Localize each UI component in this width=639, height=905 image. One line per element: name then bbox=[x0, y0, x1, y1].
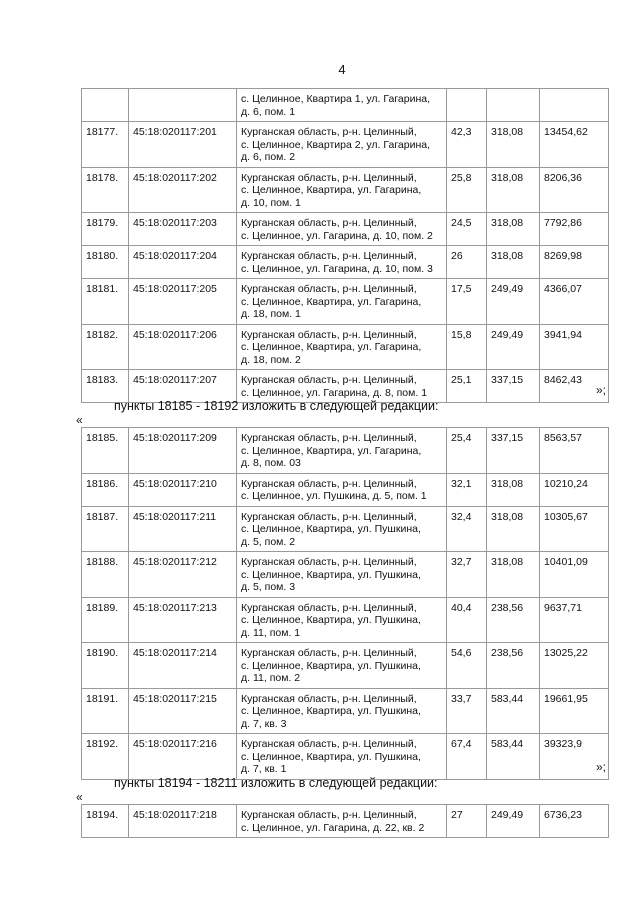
registry-table-1 bbox=[81, 88, 609, 403]
table-row bbox=[82, 506, 609, 552]
address-line: д. 6, пом. 1 bbox=[241, 105, 296, 118]
table-row bbox=[82, 279, 609, 325]
registry-table-2 bbox=[81, 427, 609, 780]
total-cell: 8462,43 bbox=[540, 370, 609, 403]
cadastral-number-cell: 45:18:020117:201 bbox=[129, 122, 237, 168]
address-line: с. Целинное, Квартира, ул. Пушкина, bbox=[241, 523, 421, 535]
cadastral-number-cell: 45:18:020117:216 bbox=[129, 734, 237, 780]
price-cell: 583,44 bbox=[487, 688, 540, 734]
area-cell: 25,8 bbox=[447, 167, 487, 213]
address-cell bbox=[237, 246, 447, 279]
table-row bbox=[82, 597, 609, 643]
total-cell: 8206,36 bbox=[540, 167, 609, 213]
address-cell bbox=[237, 805, 447, 838]
address-line: с. Целинное, Квартира, ул. Гагарина, bbox=[241, 444, 422, 457]
price-cell: 318,08 bbox=[487, 122, 540, 168]
address-line: Курганская область, р-н. Целинный, bbox=[241, 647, 417, 659]
closing-quote-1: »; bbox=[596, 383, 607, 397]
row-number-cell bbox=[82, 89, 129, 122]
row-number-cell: 18178. bbox=[82, 167, 129, 213]
area-cell: 27 bbox=[447, 805, 487, 838]
registry-table-3 bbox=[81, 804, 609, 838]
address-line: с. Целинное, Квартира, ул. Пушкина, bbox=[241, 705, 421, 717]
table-row bbox=[82, 428, 609, 474]
price-cell: 318,08 bbox=[487, 473, 540, 506]
price-cell: 238,56 bbox=[487, 643, 540, 689]
address-line: Курганская область, р-н. Целинный, bbox=[241, 250, 417, 262]
address-line: д. 18, пом. 1 bbox=[241, 308, 301, 320]
cadastral-number-cell bbox=[129, 89, 237, 122]
address-line: с. Целинное, Квартира, ул. Пушкина, bbox=[241, 750, 421, 763]
address-line: д. 8, пом. 03 bbox=[241, 457, 301, 469]
row-number-cell: 18179. bbox=[82, 213, 129, 246]
address-line: с. Целинное, Квартира 2, ул. Гагарина, bbox=[241, 138, 431, 151]
table-row bbox=[82, 167, 609, 213]
cadastral-number-cell: 45:18:020117:204 bbox=[129, 246, 237, 279]
address-line: Курганская область, р-н. Целинный, bbox=[241, 126, 417, 138]
cadastral-number-cell: 45:18:020117:212 bbox=[129, 552, 237, 598]
address-line: д. 11, пом. 2 bbox=[241, 672, 301, 684]
table-row bbox=[82, 122, 609, 168]
address-line: д. 7, кв. 1 bbox=[241, 763, 287, 775]
row-number-cell: 18194. bbox=[82, 805, 129, 838]
address-cell bbox=[237, 734, 447, 780]
cadastral-number-cell: 45:18:020117:211 bbox=[129, 506, 237, 552]
total-cell: 7792,86 bbox=[540, 213, 609, 246]
address-line: с. Целинное, Квартира, ул. Пушкина, bbox=[241, 614, 421, 626]
area-cell: 24,5 bbox=[447, 213, 487, 246]
address-cell bbox=[237, 279, 447, 325]
address-line: Курганская область, р-н. Целинный, bbox=[241, 217, 417, 229]
row-number-cell: 18191. bbox=[82, 688, 129, 734]
address-line: Курганская область, р-н. Целинный, bbox=[241, 601, 417, 614]
opening-quote-1: « bbox=[76, 413, 83, 427]
address-line: Курганская область, р-н. Целинный, bbox=[241, 556, 417, 568]
address-cell bbox=[237, 643, 447, 689]
address-line: Курганская область, р-н. Целинный, bbox=[241, 283, 417, 295]
area-cell: 33,7 bbox=[447, 688, 487, 734]
address-line: Курганская область, р-н. Целинный, bbox=[241, 171, 417, 184]
address-cell bbox=[237, 552, 447, 598]
address-line: Курганская область, р-н. Целинный, bbox=[241, 809, 417, 821]
total-cell: 3941,94 bbox=[540, 324, 609, 370]
address-line: Курганская область, р-н. Целинный, bbox=[241, 328, 417, 341]
area-cell: 17,5 bbox=[447, 279, 487, 325]
amendment-paragraph-1: пункты 18185 - 18192 изложить в следующей редакции: bbox=[114, 399, 439, 413]
row-number-cell: 18186. bbox=[82, 473, 129, 506]
address-line: Курганская область, р-н. Целинный, bbox=[241, 477, 417, 490]
area-cell: 32,4 bbox=[447, 506, 487, 552]
address-cell bbox=[237, 688, 447, 734]
table-row bbox=[82, 213, 609, 246]
opening-quote-2: « bbox=[76, 790, 83, 804]
address-line: д. 10, пом. 1 bbox=[241, 196, 301, 209]
total-cell: 9637,71 bbox=[540, 597, 609, 643]
total-cell: 10305,67 bbox=[540, 506, 609, 552]
total-cell: 19661,95 bbox=[540, 688, 609, 734]
address-cell bbox=[237, 122, 447, 168]
address-line: Курганская область, р-н. Целинный, bbox=[241, 510, 417, 523]
row-number-cell: 18183. bbox=[82, 370, 129, 403]
address-line: Курганская область, р-н. Целинный, bbox=[241, 374, 417, 386]
address-line: д. 5, пом. 3 bbox=[241, 581, 296, 593]
total-cell: 13454,62 bbox=[540, 122, 609, 168]
total-cell: 13025,22 bbox=[540, 643, 609, 689]
price-cell: 337,15 bbox=[487, 370, 540, 403]
address-line: Курганская область, р-н. Целинный, bbox=[241, 432, 417, 444]
address-line: с. Целинное, Квартира, ул. Пушкина, bbox=[241, 568, 421, 581]
address-cell bbox=[237, 370, 447, 403]
table-row bbox=[82, 473, 609, 506]
address-line: д. 18, пом. 2 bbox=[241, 353, 301, 366]
address-line: д. 7, кв. 3 bbox=[241, 717, 287, 730]
area-cell: 67,4 bbox=[447, 734, 487, 780]
area-cell: 54,6 bbox=[447, 643, 487, 689]
total-cell bbox=[540, 89, 609, 122]
address-line: с. Целинное, Квартира 1, ул. Гагарина, bbox=[241, 93, 431, 105]
address-line: с. Целинное, Квартира, ул. Гагарина, bbox=[241, 341, 422, 353]
amendment-paragraph-2: пункты 18194 - 18211 изложить в следующей редакции: bbox=[114, 776, 438, 790]
total-cell: 8269,98 bbox=[540, 246, 609, 279]
cadastral-number-cell: 45:18:020117:206 bbox=[129, 324, 237, 370]
row-number-cell: 18189. bbox=[82, 597, 129, 643]
area-cell: 25,1 bbox=[447, 370, 487, 403]
address-line: Курганская область, р-н. Целинный, bbox=[241, 738, 417, 750]
table-row bbox=[82, 89, 609, 122]
price-cell: 238,56 bbox=[487, 597, 540, 643]
address-line: д. 11, пом. 1 bbox=[241, 626, 301, 639]
table-row bbox=[82, 246, 609, 279]
table-row bbox=[82, 734, 609, 780]
address-cell bbox=[237, 89, 447, 122]
price-cell bbox=[487, 89, 540, 122]
total-cell: 8563,57 bbox=[540, 428, 609, 474]
row-number-cell: 18180. bbox=[82, 246, 129, 279]
total-cell: 4366,07 bbox=[540, 279, 609, 325]
price-cell: 318,08 bbox=[487, 246, 540, 279]
row-number-cell: 18188. bbox=[82, 552, 129, 598]
address-line: д. 6, пом. 2 bbox=[241, 151, 296, 163]
area-cell: 32,7 bbox=[447, 552, 487, 598]
address-cell bbox=[237, 597, 447, 643]
cadastral-number-cell: 45:18:020117:209 bbox=[129, 428, 237, 474]
row-number-cell: 18192. bbox=[82, 734, 129, 780]
table-row bbox=[82, 688, 609, 734]
row-number-cell: 18185. bbox=[82, 428, 129, 474]
address-cell bbox=[237, 167, 447, 213]
price-cell: 318,08 bbox=[487, 552, 540, 598]
address-cell bbox=[237, 324, 447, 370]
row-number-cell: 18190. bbox=[82, 643, 129, 689]
table-row bbox=[82, 324, 609, 370]
price-cell: 337,15 bbox=[487, 428, 540, 474]
address-line: с. Целинное, ул. Гагарина, д. 10, пом. 3 bbox=[241, 262, 433, 275]
address-line: с. Целинное, Квартира, ул. Пушкина, bbox=[241, 659, 421, 672]
closing-quote-2: »; bbox=[596, 760, 607, 774]
address-cell bbox=[237, 213, 447, 246]
address-cell bbox=[237, 473, 447, 506]
cadastral-number-cell: 45:18:020117:214 bbox=[129, 643, 237, 689]
cadastral-number-cell: 45:18:020117:218 bbox=[129, 805, 237, 838]
address-cell bbox=[237, 506, 447, 552]
cadastral-number-cell: 45:18:020117:213 bbox=[129, 597, 237, 643]
area-cell: 25,4 bbox=[447, 428, 487, 474]
cadastral-number-cell: 45:18:020117:207 bbox=[129, 370, 237, 403]
price-cell: 318,08 bbox=[487, 167, 540, 213]
area-cell: 26 bbox=[447, 246, 487, 279]
cadastral-number-cell: 45:18:020117:202 bbox=[129, 167, 237, 213]
total-cell: 10210,24 bbox=[540, 473, 609, 506]
address-line: с. Целинное, ул. Гагарина, д. 10, пом. 2 bbox=[241, 229, 433, 242]
row-number-cell: 18181. bbox=[82, 279, 129, 325]
address-line: с. Целинное, ул. Гагарина, д. 8, пом. 1 bbox=[241, 386, 428, 399]
total-cell: 39323,9 bbox=[540, 734, 609, 780]
table-row bbox=[82, 552, 609, 598]
address-line: с. Целинное, Квартира, ул. Гагарина, bbox=[241, 184, 422, 196]
address-line: Курганская область, р-н. Целинный, bbox=[241, 692, 417, 705]
area-cell: 42,3 bbox=[447, 122, 487, 168]
row-number-cell: 18182. bbox=[82, 324, 129, 370]
page-number: 4 bbox=[338, 62, 346, 77]
table-row bbox=[82, 805, 609, 838]
address-line: с. Целинное, Квартира, ул. Гагарина, bbox=[241, 295, 422, 308]
address-line: д. 5, пом. 2 bbox=[241, 535, 296, 548]
price-cell: 249,49 bbox=[487, 805, 540, 838]
area-cell: 32,1 bbox=[447, 473, 487, 506]
cadastral-number-cell: 45:18:020117:210 bbox=[129, 473, 237, 506]
table-row bbox=[82, 643, 609, 689]
row-number-cell: 18187. bbox=[82, 506, 129, 552]
row-number-cell: 18177. bbox=[82, 122, 129, 168]
area-cell bbox=[447, 89, 487, 122]
cadastral-number-cell: 45:18:020117:205 bbox=[129, 279, 237, 325]
price-cell: 583,44 bbox=[487, 734, 540, 780]
price-cell: 318,08 bbox=[487, 213, 540, 246]
area-cell: 15,8 bbox=[447, 324, 487, 370]
price-cell: 249,49 bbox=[487, 324, 540, 370]
address-line: с. Целинное, ул. Гагарина, д. 22, кв. 2 bbox=[241, 821, 425, 834]
price-cell: 318,08 bbox=[487, 506, 540, 552]
total-cell: 6736,23 bbox=[540, 805, 609, 838]
price-cell: 249,49 bbox=[487, 279, 540, 325]
address-cell bbox=[237, 428, 447, 474]
total-cell: 10401,09 bbox=[540, 552, 609, 598]
cadastral-number-cell: 45:18:020117:203 bbox=[129, 213, 237, 246]
cadastral-number-cell: 45:18:020117:215 bbox=[129, 688, 237, 734]
address-line: с. Целинное, ул. Пушкина, д. 5, пом. 1 bbox=[241, 490, 427, 502]
area-cell: 40,4 bbox=[447, 597, 487, 643]
table-row bbox=[82, 370, 609, 403]
